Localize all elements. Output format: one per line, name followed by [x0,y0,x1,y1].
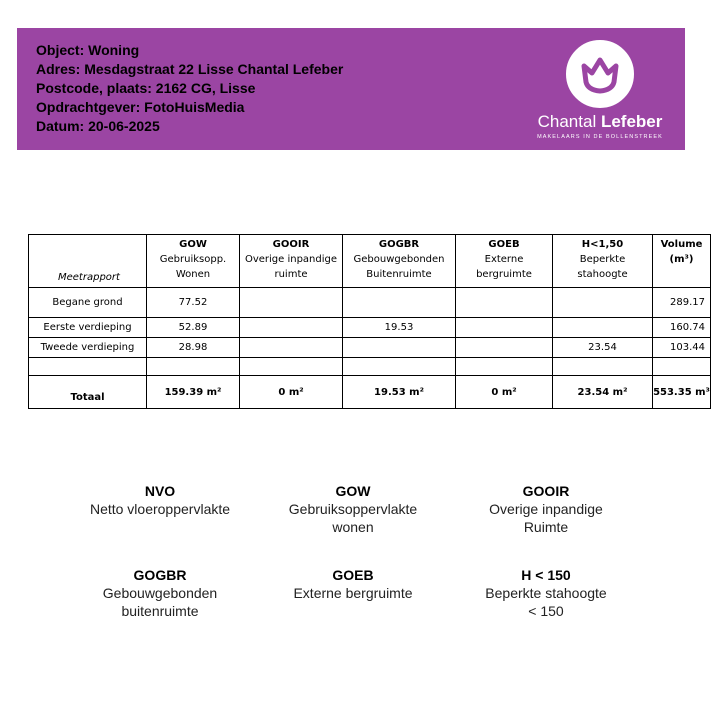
legend-desc: Gebruiksoppervlakte [288,501,418,517]
report-header [17,28,685,150]
total-label: Totaal [29,376,147,409]
column-header [240,235,343,288]
table-cell: 103.44 [653,338,711,358]
total-cell: 0 m² [240,376,343,409]
legend-item [253,482,453,536]
table-cell: 289.17 [653,288,711,318]
legend-desc: Beperkte stahoogte [485,585,607,601]
header-info [36,41,343,136]
column-header [653,235,711,288]
row-label: Begane grond [29,288,147,318]
column-desc: bergruimte [476,269,532,280]
table-cell: 28.98 [147,338,240,358]
company-logo [535,38,665,148]
empty-cell [29,358,147,376]
client-line: Opdrachtgever: FotoHuisMedia [36,99,245,115]
table-cell: 52.89 [147,318,240,338]
total-cell: 159.39 m² [147,376,240,409]
legend-desc: buitenruimte [121,603,199,619]
column-code: H<1,50 [581,239,624,250]
table-cell [240,338,343,358]
empty-cell [147,358,240,376]
legend-code: GOW [335,483,371,499]
tulip-logo-icon [564,38,636,110]
table-cell [553,288,653,318]
empty-cell [240,358,343,376]
column-header [456,235,553,288]
legend-item [446,566,646,620]
table-cell [240,318,343,338]
object-line: Object: Woning [36,42,140,58]
column-desc: Beperkte [579,254,626,265]
column-desc: Gebruiksopp. [159,254,227,265]
table-cell [343,338,456,358]
legend-desc: Overige inpandige [489,501,603,517]
legend-item [446,482,646,536]
table-cell [456,288,553,318]
brand-name-light: Chantal [537,112,601,131]
column-code: GOGBR [378,239,420,250]
table-cell [456,318,553,338]
table-cell: 23.54 [553,338,653,358]
column-code: GOOIR [272,239,310,250]
column-desc: ruimte [274,269,308,280]
legend-code: GOOIR [522,483,570,499]
column-code: GOW [179,239,207,250]
legend-code: NVO [144,483,176,499]
table-row [29,288,711,318]
row-label: Eerste verdieping [29,318,147,338]
column-code: Volume [660,239,703,250]
empty-cell [553,358,653,376]
column-header [147,235,240,288]
legend-item [60,482,260,518]
legend-code: H < 150 [521,567,571,583]
legend-desc: < 150 [528,603,564,619]
table-cell [343,288,456,318]
table-cell [456,338,553,358]
column-header [343,235,456,288]
legend-desc: Ruimte [523,519,569,535]
legend-desc: wonen [332,519,374,535]
total-cell: 553.35 m³ [653,376,711,409]
brand-tagline: MAKELAARS IN DE BOLLENSTREEK [537,134,663,140]
legend-code: GOEB [332,567,374,583]
empty-cell [343,358,456,376]
column-desc: (m³) [669,254,694,265]
legend-desc: Gebouwgebonden [102,585,218,601]
legend-item [60,566,260,620]
column-desc: stahoogte [577,269,628,280]
total-cell: 23.54 m² [553,376,653,409]
table-cell [553,318,653,338]
total-cell: 0 m² [456,376,553,409]
measurement-table [28,234,711,409]
column-header [553,235,653,288]
legend-item [253,566,453,602]
column-desc: Overige inpandige [244,254,338,265]
legend-code: GOGBR [133,567,187,583]
column-desc: Buitenruimte [366,269,432,280]
table-cell: 77.52 [147,288,240,318]
column-desc: Wonen [175,269,211,280]
legend-desc: Netto vloeroppervlakte [89,501,231,517]
total-cell: 19.53 m² [343,376,456,409]
column-desc: Gebouwgebonden [353,254,445,265]
table-cell: 160.74 [653,318,711,338]
row-label: Tweede verdieping [29,338,147,358]
table-cell: 19.53 [343,318,456,338]
table-empty-row [29,358,711,376]
table-cell [240,288,343,318]
column-desc: Externe [484,254,524,265]
column-code: GOEB [488,239,520,250]
postcode-line: Postcode, plaats: 2162 CG, Lisse [36,80,256,96]
table-row [29,338,711,358]
table-header-row [29,235,711,288]
brand-name [535,112,665,132]
brand-name-bold: Lefeber [600,112,663,131]
address-line: Adres: Mesdagstraat 22 Lisse Chantal Lefeber [36,61,344,77]
table-row [29,318,711,338]
empty-cell [456,358,553,376]
table-total-row [29,376,711,409]
date-line: Datum: 20-06-2025 [36,118,160,134]
table-caption: Meetrapport [29,235,147,288]
empty-cell [653,358,711,376]
legend-desc: Externe bergruimte [293,585,413,601]
